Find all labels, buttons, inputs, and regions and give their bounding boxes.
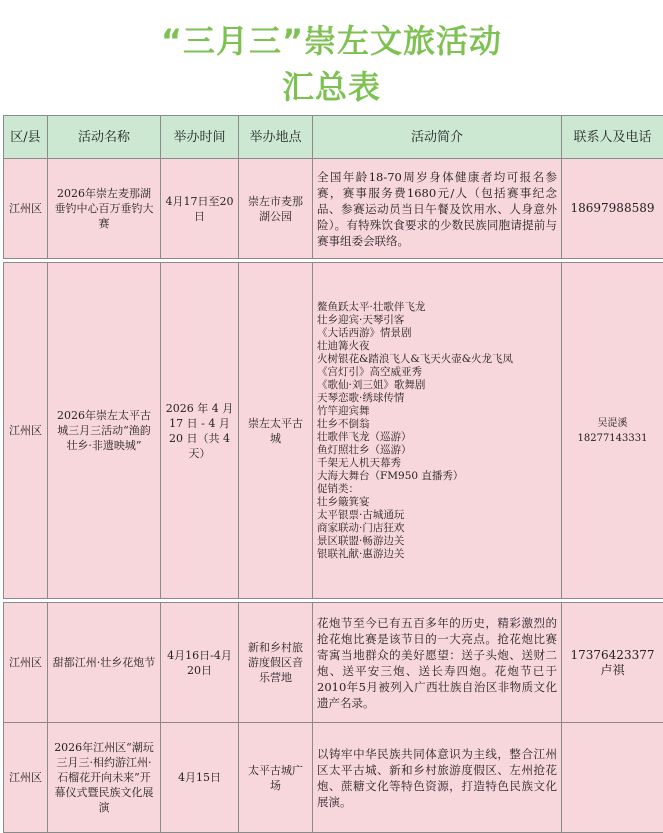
contact-phone: 18277143331 [566, 431, 659, 446]
contact-phone: 17376423377 [566, 648, 659, 663]
table-row [4, 723, 663, 833]
row-district: 江州区 [4, 603, 48, 723]
row-activity-name: 2026年崇左太平古城三月三活动“渔韵壮乡·非遗映城” [48, 263, 161, 599]
intro-item: 火树银花&踏浪飞人&飞天火壶&火龙飞凤 [317, 353, 557, 366]
header-district: 区/县 [4, 116, 48, 159]
intro-item: 《歌仙·刘三姐》歌舞剧 [317, 379, 557, 392]
intro-item: 千架无人机天幕秀 [317, 457, 557, 470]
row-intro: 以铸牢中华民族共同体意识为主线，整合江州区太平古城、新和乡村旅游度假区、左州抢花炮、蔗糖文化等特色资源，打造特色民族文化展演。 [313, 723, 562, 833]
page-title-line2: 汇总表 [0, 62, 663, 108]
row-district: 江州区 [4, 159, 48, 259]
row-venue: 新和乡村旅游度假区音乐营地 [239, 603, 313, 723]
row-activity-name: 甜都江州·壮乡花炮节 [48, 603, 161, 723]
row-intro: 花炮节至今已有五百多年的历史，精彩激烈的抢花炮比赛是该节日的一大亮点。抢花炮比赛寄寓当地群众的美好愿望：送子头炮、送财二炮、送平安三炮、送长寿四炮。花炮节已于2010年5月被列入广西壮族自治区非物质文化遗产名录。 [313, 603, 562, 723]
intro-item: 景区联盟·畅游边关 [317, 535, 557, 548]
intro-item: 壮迪篝火夜 [317, 340, 557, 353]
activity-table [3, 115, 663, 833]
contact-name: 卢祺 [566, 663, 659, 678]
intro-item: 大海大舞台（FM950 直播秀） [317, 470, 557, 483]
table-row [4, 263, 663, 599]
table-row [4, 159, 663, 259]
row-intro-list [313, 263, 562, 599]
table-header-row [4, 116, 663, 159]
contact-phone: 18697988589 [566, 201, 659, 216]
intro-item: 银联礼献·惠游边关 [317, 548, 557, 561]
row-contact [562, 263, 663, 599]
row-contact [562, 159, 663, 259]
intro-item: 壮乡不倒翁 [317, 418, 557, 431]
header-time: 举办时间 [161, 116, 239, 159]
row-activity-name: 2026年崇左麦那湖垂钓中心百万垂钓大赛 [48, 159, 161, 259]
intro-item: 《大话西游》情景剧 [317, 327, 557, 340]
row-intro: 全国年龄18-70周岁身体健康者均可报名参赛，赛事服务费1680元/人（包括赛事纪念品、参赛运动员当日午餐及饮用水、人身意外险）。有特殊饮食要求的少数民族同胞请提前与赛事组委会联络。 [313, 159, 562, 259]
intro-item: 促销类： [317, 483, 557, 496]
row-time: 2026 年 4 月 17 日 - 4 月 20 日（共 4 天） [161, 263, 239, 599]
intro-item: 商家联动·门店狂欢 [317, 522, 557, 535]
intro-item: 《宫灯引》高空威亚秀 [317, 366, 557, 379]
row-activity-name: 2026年江州区“潮玩三月三·相约游江州·石榴花开向未来”开幕仪式暨民族文化展演 [48, 723, 161, 833]
row-time: 4月15日 [161, 723, 239, 833]
intro-item: 壮乡迎宾·天琴引客 [317, 314, 557, 327]
intro-item: 太平银票·古城通玩 [317, 509, 557, 522]
header-venue: 举办地点 [239, 116, 313, 159]
intro-item: 鳌鱼跃太平·壮歌伴飞龙 [317, 301, 557, 314]
contact-name: 吴湜溪 [566, 416, 659, 431]
intro-item: 竹竿迎宾舞 [317, 405, 557, 418]
row-time: 4月16日-4月20日 [161, 603, 239, 723]
intro-item: 壮乡簸箕宴 [317, 496, 557, 509]
header-contact: 联系人及电话 [562, 116, 663, 159]
row-district: 江州区 [4, 263, 48, 599]
row-contact [562, 723, 663, 833]
intro-item: 壮歌伴飞龙（巡游） [317, 431, 557, 444]
intro-item: 鱼灯照壮乡（巡游） [317, 444, 557, 457]
header-intro: 活动简介 [313, 116, 562, 159]
row-venue: 崇左太平古城 [239, 263, 313, 599]
row-contact [562, 603, 663, 723]
header-activity-name: 活动名称 [48, 116, 161, 159]
row-venue: 崇左市麦那湖公园 [239, 159, 313, 259]
intro-item: 天琴恋歌·绣球传情 [317, 392, 557, 405]
page-title-line1: “三月三”崇左文旅活动 [0, 16, 663, 62]
row-venue: 太平古城广场 [239, 723, 313, 833]
row-district: 江州区 [4, 723, 48, 833]
row-time: 4月17日至20日 [161, 159, 239, 259]
table-row [4, 603, 663, 723]
